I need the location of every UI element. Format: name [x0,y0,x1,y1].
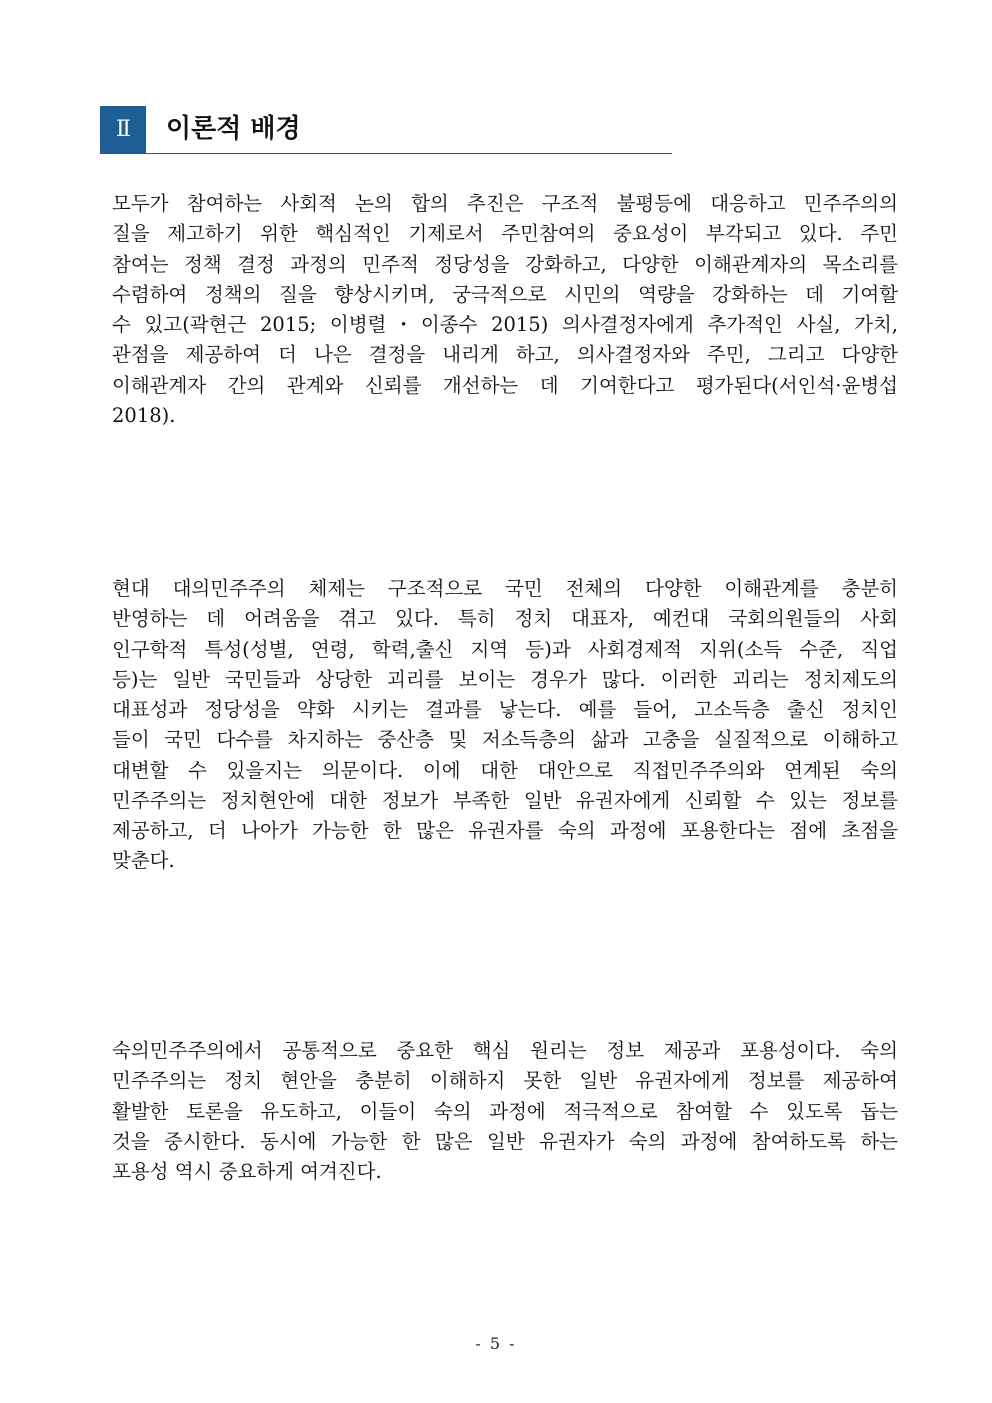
paragraph-line: 반영하는 데 어려움을 겪고 있다. 특히 정치 대표자, 예컨대 국회의원들의 사회 [112,607,898,631]
paragraph-line: 관점을 제공하여 더 나은 결정을 내리게 하고, 의사결정자와 주민, 그리고 다양한 [112,343,898,367]
paragraph-line: 등)는 일반 국민들과 상당한 괴리를 보이는 경우가 많다. 이러한 괴리는 정치제도의 [112,667,898,691]
paragraph-line: 맞춘다. [112,849,175,873]
paragraph-line: 수 있고(곽현근 2015; 이병렬・이종수 2015) 의사결정자에게 추가적인 사실, 가치, [112,313,898,336]
paragraph-line: 2018). [112,403,176,427]
paragraph-line: 인구학적 특성(성별, 연령, 학력,출신 지역 등)과 사회경제적 지위(소득 수준, 직업 [112,637,898,661]
paragraph-line: 제공하고, 더 나아가 가능한 한 많은 유권자를 숙의 과정에 포용한다는 점에 초점을 [112,819,898,842]
paragraph-3 [112,1036,898,1187]
paragraph-line: 대변할 수 있을지는 의문이다. 이에 대한 대안으로 직접민주주의와 연계된 숙의 [112,758,898,782]
paragraph-line: 참여는 정책 결정 과정의 민주적 정당성을 강화하고, 다양한 이해관계자의 목소리를 [112,252,898,276]
paragraph-line: 숙의민주주의에서 공통적으로 중요한 핵심 원리는 정보 제공과 포용성이다. 숙의 [112,1039,898,1062]
paragraph-2 [112,574,898,877]
paragraph-line: 수렴하여 정책의 질을 향상시키며, 궁극적으로 시민의 역량을 강화하는 데 기여할 [112,282,898,306]
page-number: - 5 - [475,1334,517,1353]
section-title: 이론적 배경 [166,114,301,144]
section-underline [146,153,672,154]
paragraph-line: 질을 제고하기 위한 핵심적인 기제로서 주민참여의 중요성이 부각되고 있다. 주민 [112,222,898,246]
paragraph-line: 현대 대의민주주의 체제는 구조적으로 국민 전체의 다양한 이해관계를 충분히 [112,577,898,600]
paragraph-line: 모두가 참여하는 사회적 논의 합의 추진은 구조적 불평등에 대응하고 민주주의의 [112,192,898,215]
paragraph-line: 대표성과 정당성을 약화 시키는 결과를 낳는다. 예를 들어, 고소득층 출신 정치인 [112,698,898,721]
paragraph-line: 포용성 역시 중요하게 여겨진다. [112,1160,382,1183]
section-header [100,106,672,154]
section-number-badge: Ⅱ [100,106,146,154]
paragraph-line: 민주주의는 정치현안에 대한 정보가 부족한 일반 유권자에게 신뢰할 수 있는 정보를 [112,788,898,812]
paragraph-line: 들이 국민 다수를 차지하는 중산층 및 저소득층의 삶과 고충을 실질적으로 이해하고 [112,728,898,752]
paragraph-line: 민주주의는 정치 현안을 충분히 이해하지 못한 일반 유권자에게 정보를 제공하여 [112,1069,898,1093]
paragraph-line: 이해관계자 간의 관계와 신뢰를 개선하는 데 기여한다고 평가된다(서인석·윤병섭 [112,373,898,397]
paragraph-1 [112,189,898,431]
paragraph-line: 것을 중시한다. 동시에 가능한 한 많은 일반 유권자가 숙의 과정에 참여하도록 하는 [112,1129,898,1153]
paragraph-line: 활발한 토론을 유도하고, 이들이 숙의 과정에 적극적으로 참여할 수 있도록 돕는 [112,1099,898,1123]
